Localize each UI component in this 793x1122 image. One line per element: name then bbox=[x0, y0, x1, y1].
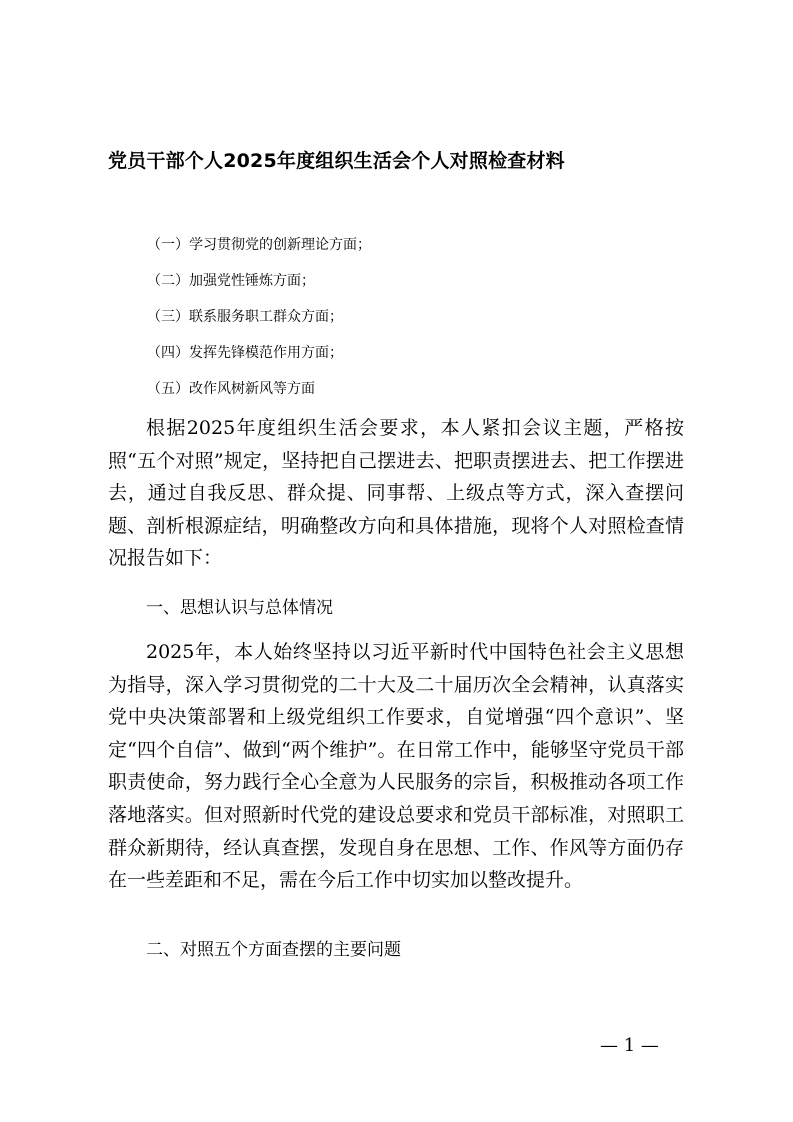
section-heading-2: 二、对照五个方面查摆的主要问题 bbox=[146, 940, 401, 960]
outline-item: （四）发挥先锋模范作用方面； bbox=[147, 345, 343, 361]
intro-paragraph: 根据2025年度组织生活会要求，本人紧扣会议主题，严格按照“五个对照”规定，坚持把自己摆进去、把职责摆进去、把工作摆进去，通过自我反思、群众提、同事帮、上级点等方式，深入查摆问题、剖析根源症结，明确整改方向和具体措施，现将个人对照检查情况报告如下： bbox=[108, 417, 684, 570]
outline-item: （三）联系服务职工群众方面； bbox=[147, 309, 343, 325]
document-title: 党员干部个人2025年度组织生活会个人对照检查材料 bbox=[108, 150, 565, 172]
outline-list bbox=[147, 234, 647, 414]
section-heading-1: 一、思想认识与总体情况 bbox=[146, 598, 333, 618]
outline-item: （五）改作风树新风等方面 bbox=[147, 381, 315, 397]
page-number: — 1 — bbox=[600, 1035, 659, 1056]
outline-item: （二）加强党性锤炼方面； bbox=[147, 273, 315, 289]
section-1-paragraph: 2025年，本人始终坚持以习近平新时代中国特色社会主义思想为指导，深入学习贯彻党的二十大及二十届历次全会精神，认真落实党中央决策部署和上级党组织工作要求，自觉增强“四个意识”、坚定“四个自信”、做到“两个维护”。在日常工作中，能够坚守党员干部职责使命，努力践行全心全意为人民服务的宗旨，积极推动各项工作落地落实。但对照新时代党的建设总要求和党员干部标准，对照职工群众新期待，经认真查摆，发现自身在思想、工作、作风等方面仍存在一些差距和不足，需在今后工作中切实加以整改提升。 bbox=[108, 641, 684, 892]
outline-item: （一）学习贯彻党的创新理论方面； bbox=[147, 237, 371, 253]
